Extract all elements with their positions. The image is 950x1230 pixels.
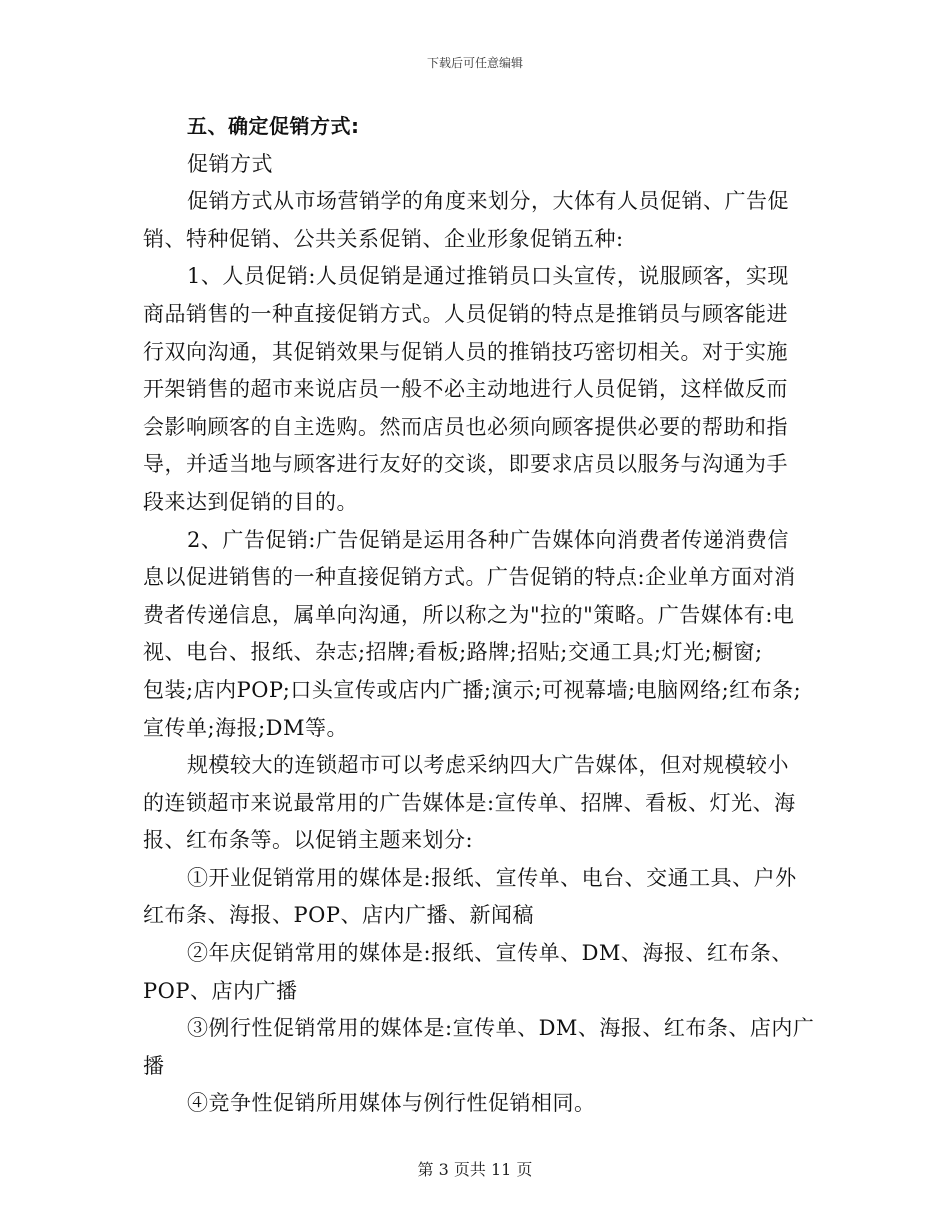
text-line: 销、特种促销、公共关系促销、企业形象促销五种: <box>143 226 624 251</box>
text-line: ③例行性促销常用的媒体是:宣传单、DM、海报、红布条、店内广 <box>187 1016 815 1041</box>
intro-paragraph <box>143 183 813 258</box>
text-line: 包装;店内POP;口头宣传或店内广播;演示;可视幕墙;电脑网络;红布条; <box>143 677 802 702</box>
text-line: 段来达到促销的目的。 <box>143 489 358 514</box>
text-line: 商品销售的一种直接促销方式。人员促销的特点是推销员与顾客能进 <box>143 301 788 326</box>
text-line: ④竞争性促销所用媒体与例行性促销相同。 <box>187 1091 596 1116</box>
section-subheading: 促销方式 <box>187 151 273 176</box>
text-line: 息以促进销售的一种直接促销方式。广告促销的特点:企业单方面对消 <box>143 565 796 590</box>
text-line: 导，并适当地与顾客进行友好的交谈，即要求店员以服务与沟通为手 <box>143 452 788 477</box>
document-body <box>143 108 813 1123</box>
text-line: 促销方式从市场营销学的角度来划分，大体有人员促销、广告促 <box>187 189 789 214</box>
list-item-opening-promotion <box>143 860 813 935</box>
list-item-competitive-promotion <box>143 1085 813 1123</box>
text-line: 规模较大的连锁超市可以考虑采纳四大广告媒体，但对规模较小 <box>187 753 789 778</box>
text-line: 的连锁超市来说最常用的广告媒体是:宣传单、招牌、看板、灯光、海 <box>143 790 796 815</box>
media-scale-paragraph <box>143 747 813 860</box>
text-line: 红布条、海报、POP、店内广播、新闻稿 <box>143 903 534 928</box>
advertising-promotion-paragraph <box>143 522 813 748</box>
text-line: POP、店内广播 <box>143 978 298 1003</box>
list-item-routine-promotion <box>143 1010 813 1085</box>
text-line: 2、广告促销:广告促销是运用各种广告媒体向消费者传递消费信 <box>187 527 789 552</box>
page-header: 下载后可任意编辑 <box>426 56 523 70</box>
text-line: 报、红布条等。以促销主题来划分: <box>143 828 474 853</box>
text-line: 宣传单;海报;DM等。 <box>143 715 348 740</box>
text-line: ①开业促销常用的媒体是:报纸、宣传单、电台、交通工具、户外 <box>187 865 797 890</box>
text-line: 播 <box>143 1053 165 1078</box>
list-item-anniversary-promotion <box>143 935 813 1010</box>
text-line: 会影响顾客的自主选购。然而店员也必须向顾客提供必要的帮助和指 <box>143 414 788 439</box>
section-heading: 五、确定促销方式: <box>187 114 360 138</box>
text-line: 开架销售的超市来说店员一般不必主动地进行人员促销，这样做反而 <box>143 377 788 402</box>
text-line: 费者传递信息，属单向沟通，所以称之为"拉的"策略。广告媒体有:电 <box>143 602 795 627</box>
text-line: 行双向沟通，其促销效果与促销人员的推销技巧密切相关。对于实施 <box>143 339 788 364</box>
text-line: 视、电台、报纸、杂志;招牌;看板;路牌;招贴;交通工具;灯光;橱窗; <box>143 640 763 665</box>
text-line: 1、人员促销:人员促销是通过推销员口头宣传，说服顾客，实现 <box>187 264 789 289</box>
page-footer: 第 3 页共 11 页 <box>417 1160 533 1179</box>
text-line: ②年庆促销常用的媒体是:报纸、宣传单、DM、海报、红布条、 <box>187 941 793 966</box>
personnel-promotion-paragraph <box>143 258 813 521</box>
